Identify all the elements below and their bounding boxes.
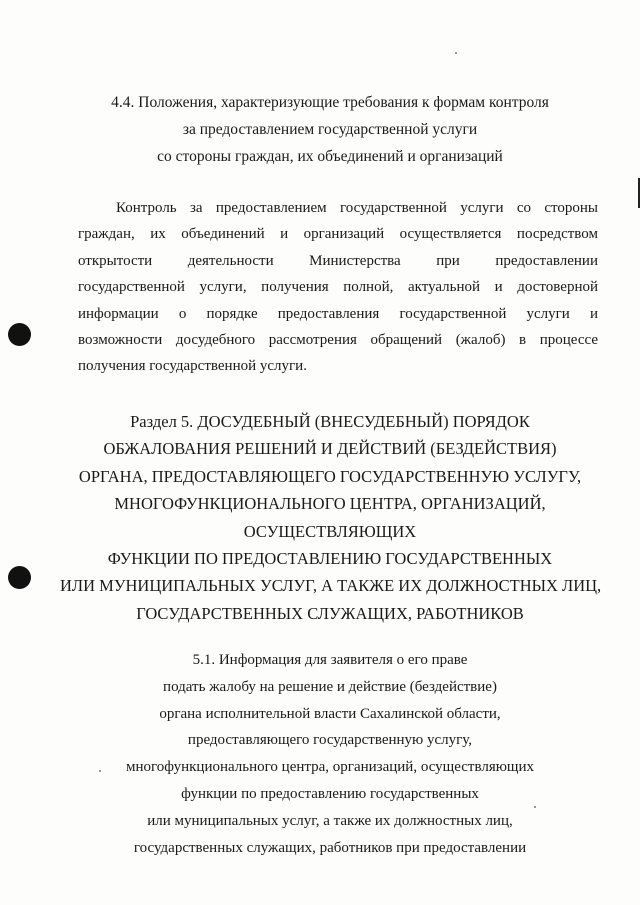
heading-line: государственных служащих, работников при предоставлении [133,839,527,856]
heading-line: или муниципальных услуг, а также их должностных лиц, [147,812,513,829]
heading-line: многофункционального центра, организаций, осуществляющих [125,759,535,776]
punch-hole-lower [8,566,31,589]
heading-line: 4.4. Положения, характеризующие требования к формам контроля [111,94,549,111]
heading-line: ИЛИ МУНИЦИПАЛЬНЫХ УСЛУГ, А ТАКЖЕ ИХ ДОЛЖНОСТНЫХ ЛИЦ, [60,576,602,596]
section-4-4-heading [60,89,600,170]
heading-line: ОРГАНА, ПРЕДОСТАВЛЯЮЩЕГО ГОСУДАРСТВЕННУЮ УСЛУГУ, [78,466,582,486]
heading-line: функции по предоставлению государственных [181,785,479,802]
heading-line: предоставляющего государственную услугу, [187,732,473,749]
heading-line: Раздел 5. ДОСУДЕБНЫЙ (ВНЕСУДЕБНЫЙ) ПОРЯДОК [130,412,530,431]
paragraph-line: открытости деятельности Министерства при предоставлении [78,252,598,269]
paragraph-line: возможности досудебного рассмотрения обращений (жалоб) в процессе [78,332,598,349]
paragraph-line: информации о порядке предоставления государственной услуги и [78,305,598,322]
paragraph-line: получения государственной услуги. [78,358,307,375]
heading-line: ОСУЩЕСТВЛЯЮЩИХ [243,521,417,541]
paragraph-line: граждан, их объединений и организаций осуществляется посредством [78,226,598,243]
section-5-1-heading [60,647,600,861]
paragraph-line: государственной услуги, получения полной, актуальной и достоверной [78,279,598,296]
heading-line: МНОГОФУНКЦИОНАЛЬНОГО ЦЕНТРА, ОРГАНИЗАЦИЙ, [114,494,546,514]
punch-hole-upper [8,323,31,346]
heading-line: ГОСУДАРСТВЕННЫХ СЛУЖАЩИХ, РАБОТНИКОВ [136,603,524,623]
heading-line: со стороны граждан, их объединений и организаций [157,148,503,165]
heading-line: 5.1. Информация для заявителя о его праве [192,652,468,668]
paragraph-line: Контроль за предоставлением государственной услуги со стороны [116,200,598,216]
heading-line: ФУНКЦИИ ПО ПРЕДОСТАВЛЕНИЮ ГОСУДАРСТВЕННЫХ [107,549,553,569]
heading-line: за предоставлением государственной услуги [182,121,478,138]
heading-line: ОБЖАЛОВАНИЯ РЕШЕНИЙ И ДЕЙСТВИЙ (БЕЗДЕЙСТВИЯ) [103,439,557,459]
scan-speck [455,52,457,54]
section-5-heading [60,408,600,627]
control-paragraph [78,195,598,380]
heading-line: органа исполнительной власти Сахалинской области, [159,705,501,722]
heading-line: подать жалобу на решение и действие (бездействие) [163,678,497,695]
